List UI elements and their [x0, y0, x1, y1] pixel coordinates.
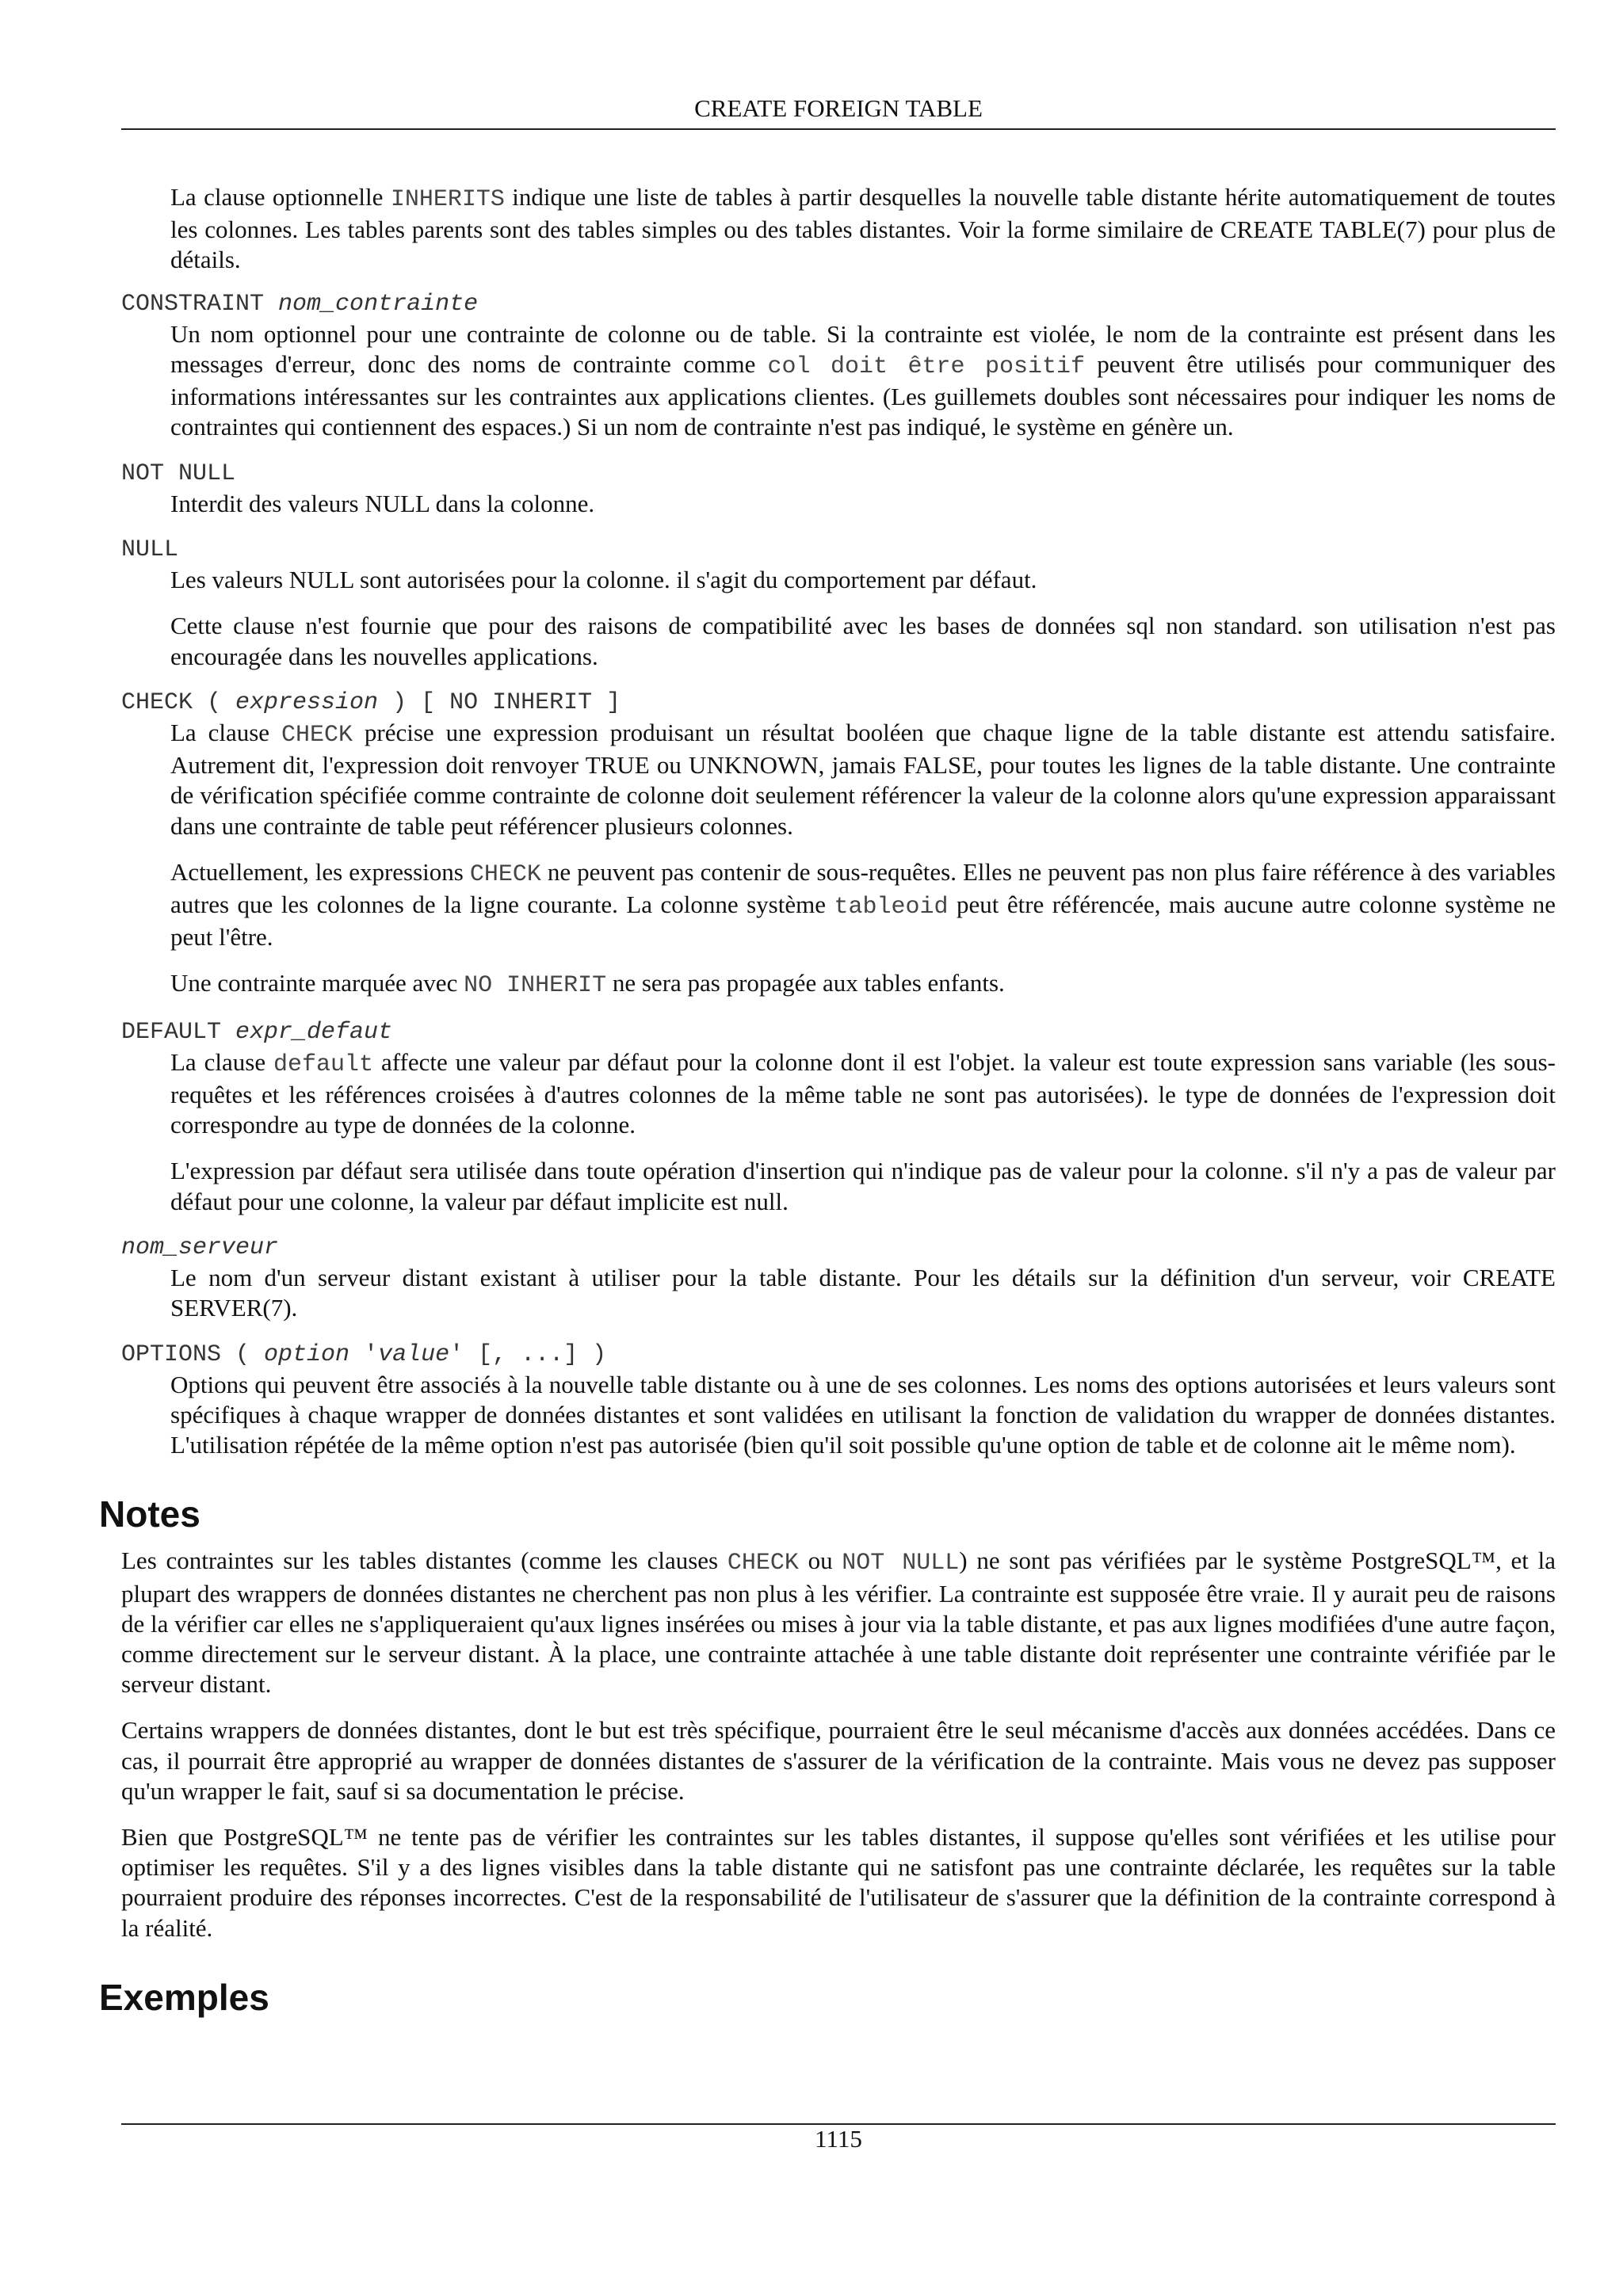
null-paragraph-2: Cette clause n'est fournie que pour des raisons de compatibilité avec les bases de données sql non standard. son utilisation n'est pas encouragée dans les nouvelles applications. [170, 612, 1556, 670]
term-null: NULL [121, 536, 179, 564]
text-run: Une contrainte marquée avec [170, 969, 464, 997]
text-run: peuvent être utilisés pour communiquer des informations intéressantes sur les contraintes aux applications clientes. (Les guillemets doubles sont nécessaires pour indiquer les noms de contraintes qui contiennent des espaces.) Si un nom de contrainte n'est pas indiqué, le système en génère un. [170, 350, 1556, 441]
notes-paragraph-2: Certains wrappers de données distantes, dont le but est très spécifique, pourraient être le seul mécanisme d'accès aux données accédées. Dans ce cas, il pourrait être approprié au wrapper de données distantes de s'assurer de la vérification de la contrainte. Mais vous ne devez pas supposer qu'un wrapper le fait, sauf si sa documentation le précise. [121, 1716, 1556, 1805]
term-constraint [121, 289, 1556, 319]
text-run: Actuellement, les expressions [170, 857, 470, 886]
notes-paragraph-1 [121, 1546, 1556, 1699]
text-run: La clause [170, 1047, 274, 1076]
text-run: peut être référencée, mais aucune autre colonne système ne peut l'être. [170, 891, 1556, 952]
term-parameter: nom_serveur [121, 1234, 279, 1261]
check-paragraph-1 [170, 718, 1556, 841]
nom-serveur-paragraph: Le nom d'un serveur distant existant à utiliser pour la table distante. Pour les détails sur la définition d'un serveur, voir CREATE SERVER(7). [170, 1264, 1556, 1322]
text-run: indique une liste de tables à partir desquelles la nouvelle table distante hérite automatiquement de toutes les colonnes. Les tables parents sont des tables simples ou des tables distantes. Voir la forme similaire de CREATE TABLE(7) pour plus de détails. [170, 183, 1556, 274]
text-run: ne peuvent pas contenir de sous-requêtes. Elles ne peuvent pas non plus faire référence à des variables autres que les colonnes de la ligne courante. La colonne système [170, 857, 1556, 919]
term-keyword: DEFAULT [121, 1018, 236, 1046]
term-keyword: ' [, ...] ) [449, 1341, 607, 1368]
inline-code: col doit être positif [767, 353, 1085, 381]
inline-code: tableoid [834, 894, 949, 921]
text-run: ou [798, 1547, 842, 1575]
text-run: La clause [170, 719, 281, 747]
options-description [121, 1370, 1556, 1461]
check-description [121, 718, 1556, 1001]
term-not-null: NOT NULL [121, 460, 236, 487]
nom-serveur-description [121, 1263, 1556, 1323]
term-parameter: expression [235, 688, 379, 716]
term-keyword: CONSTRAINT [121, 290, 279, 318]
running-header: CREATE FOREIGN TABLE [694, 94, 983, 122]
notes-section [121, 1546, 1556, 1943]
term-parameter: option [264, 1341, 350, 1368]
null-paragraph-1: Les valeurs NULL sont autorisées pour la colonne. il s'agit du comportement par défaut. [170, 566, 1037, 594]
inherits-paragraph [170, 182, 1556, 276]
text-run: affecte une valeur par défaut pour la colonne dont il est l'objet. la valeur est toute expression sans variable (les sous-requêtes et les références croisées à d'autres colonnes de la même table ne sont pas autorisées). le type de données de l'expression doit correspondre au type de données de la colonne. [170, 1047, 1556, 1139]
term-keyword: ) [ NO INHERIT ] [378, 688, 621, 716]
term-default [121, 1017, 1556, 1047]
null-description [121, 565, 1556, 672]
header-rule [121, 128, 1556, 130]
inherits-description [121, 182, 1556, 276]
term-keyword: OPTIONS ( [121, 1341, 265, 1368]
page-number: 1115 [815, 2125, 862, 2153]
inline-code: default [273, 1051, 374, 1078]
inline-code: CHECK [281, 722, 353, 749]
text-run: La clause optionnelle [170, 183, 391, 211]
not-null-paragraph: Interdit des valeurs NULL dans la colonne. [170, 489, 595, 517]
term-nom-serveur [121, 1233, 1556, 1263]
constraint-description [121, 319, 1556, 443]
inline-code: NO INHERIT [464, 972, 607, 1000]
exemples-heading: Exemples [99, 1976, 269, 2018]
inline-code: NOT NULL [842, 1550, 960, 1577]
term-check [121, 688, 1556, 718]
term-parameter: value [378, 1341, 450, 1368]
default-description [121, 1047, 1556, 1217]
inline-code: INHERITS [390, 186, 505, 213]
options-paragraph: Options qui peuvent être associés à la nouvelle table distante ou à une de ses colonnes. Les noms des options autorisées et leurs valeurs sont spécifiques à chaque wrapper de données distantes et sont validées en utilisant la fonction de validation du wrapper de données distantes. L'utilisation répétée de la même option n'est pas autorisée (bien qu'il soit possible qu'une option de table et de colonne ait le même nom). [170, 1370, 1556, 1459]
text-run: ne sera pas propagée aux tables enfants. [606, 969, 1005, 997]
inline-code: CHECK [469, 860, 541, 888]
default-paragraph-1 [170, 1047, 1556, 1141]
notes-heading: Notes [99, 1493, 200, 1535]
text-run: ) ne sont pas vérifiées par le système PostgreSQL™, et la plupart des wrappers de données distantes ne cherchent pas non plus à les vérifier. La contrainte est supposée être vraie. Il y aurait peu de raisons de la vérifier car elles ne s'appliqueraient qu'aux lignes insérées ou mises à jour via la table distante, et pas aux lignes modifiées d'une autre façon, comme directement sur le serveur distant. À la place, une contrainte attachée à une table distante doit représenter une contrainte vérifiée par le serveur distant. [121, 1547, 1556, 1699]
term-options [121, 1340, 1556, 1370]
text-run: précise une expression produisant un résultat booléen que chaque ligne de la table distante est attendu satisfaire. Autrement dit, l'expression doit renvoyer TRUE ou UNKNOWN, jamais FALSE, pour toutes les lignes de la table distante. Une contrainte de vérification spécifiée comme contrainte de colonne doit seulement référencer la valeur de la colonne alors qu'une expression apparaissant dans une contrainte de table peut référencer plusieurs colonnes. [170, 719, 1556, 840]
term-parameter: expr_defaut [235, 1018, 393, 1046]
default-paragraph-2: L'expression par défaut sera utilisée dans toute opération d'insertion qui n'indique pas de valeur pour la colonne. s'il n'y a pas de valeur par défaut pour une colonne, la valeur par défaut implicite est null. [170, 1157, 1556, 1215]
text-run: Un nom optionnel pour une contrainte de colonne ou de table. Si la contrainte est violée, le nom de la contrainte est présent dans les messages d'erreur, donc des noms de contrainte comme [170, 319, 1556, 379]
page-content [99, 182, 1556, 2021]
check-paragraph-3 [170, 968, 1556, 1001]
notes-paragraph-3: Bien que PostgreSQL™ ne tente pas de vérifier les contraintes sur les tables distantes, il suppose qu'elles sont vérifiées et les utilise pour optimiser les requêtes. S'il y a des lignes visibles dans la table distante qui ne satisfont pas une contrainte déclarée, les requêtes sur la table pourraient produire des réponses incorrectes. C'est de la responsabilité de l'utilisateur de s'assurer que la définition de la contrainte correspond à la réalité. [121, 1822, 1556, 1942]
constraint-paragraph [170, 319, 1556, 443]
term-parameter: nom_contrainte [278, 290, 479, 318]
not-null-description [121, 489, 1556, 519]
term-keyword: ' [349, 1341, 379, 1368]
check-paragraph-2 [170, 857, 1556, 953]
inline-code: CHECK [727, 1550, 799, 1577]
text-run: Les contraintes sur les tables distantes (comme les clauses [121, 1547, 727, 1575]
term-keyword: CHECK ( [121, 688, 236, 716]
